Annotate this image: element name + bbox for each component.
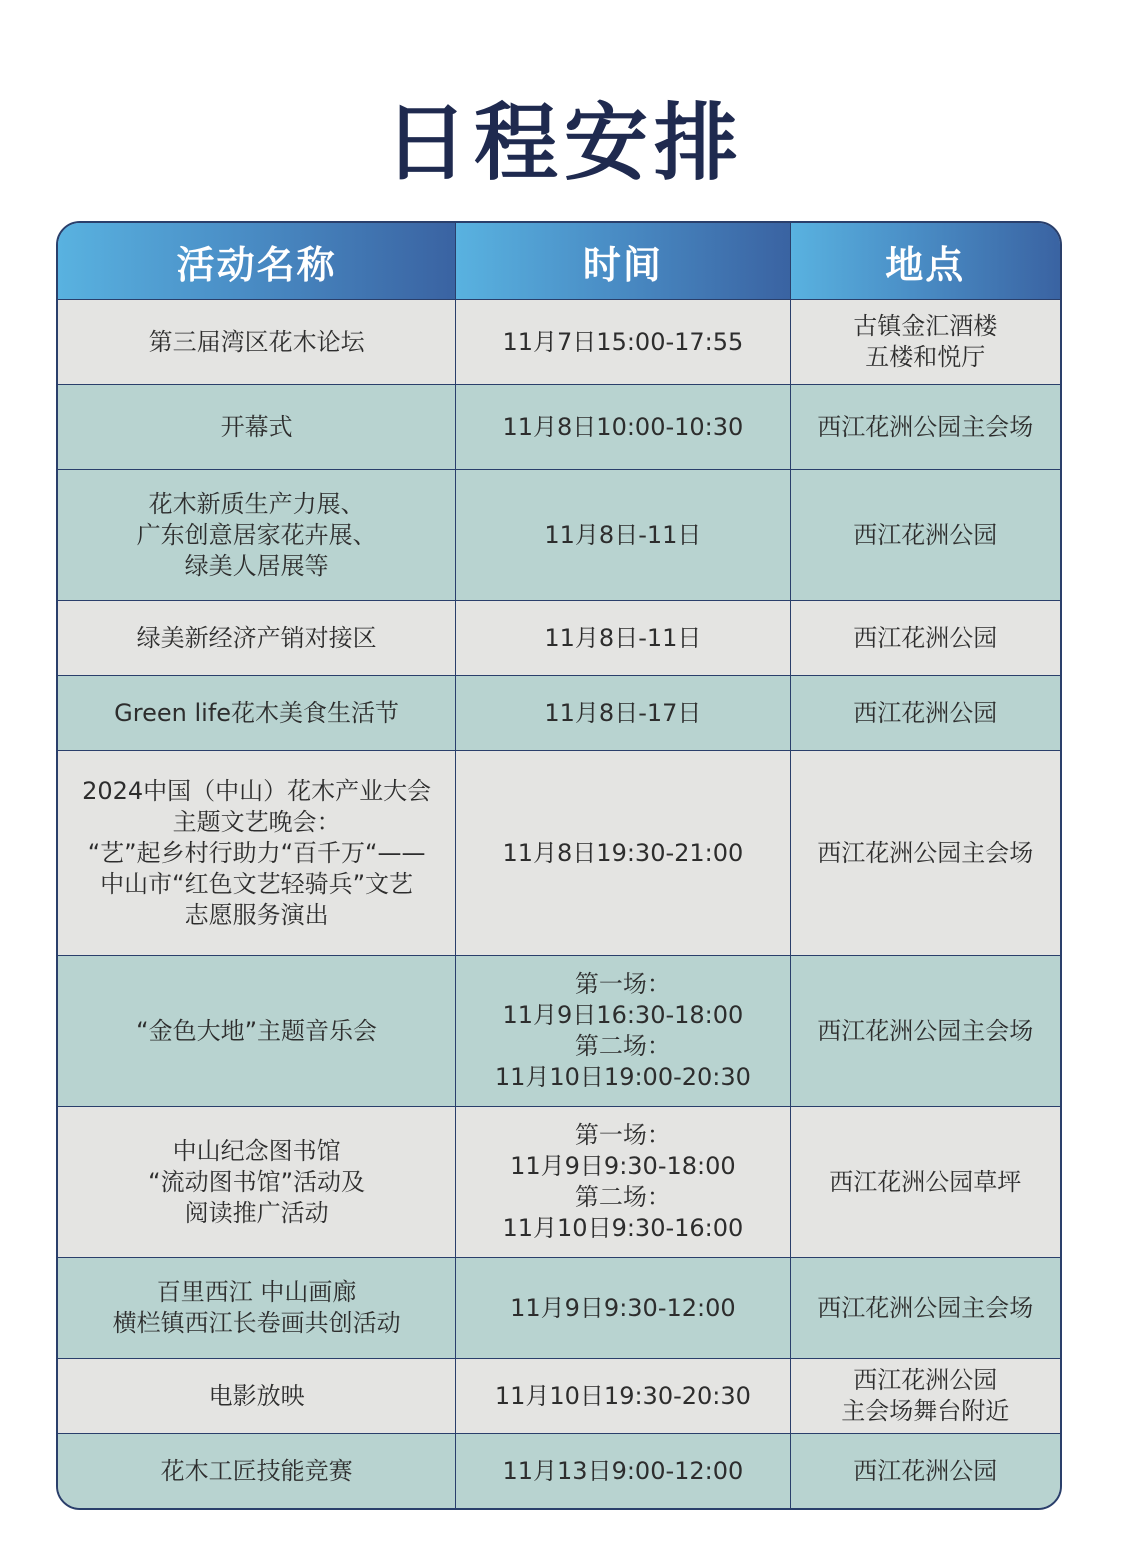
location-cell: 西江花洲公园草坪 [791, 1107, 1060, 1258]
location-cell: 西江花洲公园 [791, 470, 1060, 601]
activity-name-cell: 绿美新经济产销对接区 [58, 601, 456, 676]
activity-name-cell: 电影放映 [58, 1359, 456, 1434]
time-cell: 11月7日15:00-17:55 [456, 300, 790, 385]
location-cell: 西江花洲公园 主会场舞台附近 [791, 1359, 1060, 1434]
location-cell: 西江花洲公园 [791, 1434, 1060, 1508]
activity-name-cell: “金色大地”主题音乐会 [58, 956, 456, 1107]
time-cell: 11月8日-11日 [456, 470, 790, 601]
location-cell: 西江花洲公园 [791, 676, 1060, 751]
table-row [58, 601, 1060, 676]
table-row [58, 751, 1060, 956]
location-cell: 西江花洲公园 [791, 601, 1060, 676]
table-row [58, 676, 1060, 751]
table-row [58, 1258, 1060, 1359]
activity-name-cell: 中山纪念图书馆 “流动图书馆”活动及 阅读推广活动 [58, 1107, 456, 1258]
location-cell: 西江花洲公园主会场 [791, 956, 1060, 1107]
table-header-row [58, 223, 1060, 300]
activity-name-cell: Green life花木美食生活节 [58, 676, 456, 751]
table-row [58, 385, 1060, 470]
time-cell: 第一场： 11月9日16:30-18:00 第二场： 11月10日19:00-20:30 [456, 956, 790, 1107]
table-row [58, 300, 1060, 385]
activity-name-cell: 开幕式 [58, 385, 456, 470]
time-cell: 11月8日-11日 [456, 601, 790, 676]
time-cell: 11月13日9:00-12:00 [456, 1434, 790, 1508]
schedule-table [56, 221, 1062, 1510]
activity-name-cell: 百里西江 中山画廊 横栏镇西江长卷画共创活动 [58, 1258, 456, 1359]
time-cell: 11月8日-17日 [456, 676, 790, 751]
header-location: 地点 [791, 223, 1060, 300]
table-row [58, 470, 1060, 601]
time-cell: 11月10日19:30-20:30 [456, 1359, 790, 1434]
location-cell: 西江花洲公园主会场 [791, 751, 1060, 956]
table-row [58, 1434, 1060, 1508]
location-cell: 古镇金汇酒楼 五楼和悦厅 [791, 300, 1060, 385]
location-cell: 西江花洲公园主会场 [791, 385, 1060, 470]
activity-name-cell: 花木新质生产力展、 广东创意居家花卉展、 绿美人居展等 [58, 470, 456, 601]
table-row [58, 956, 1060, 1107]
activity-name-cell: 第三届湾区花木论坛 [58, 300, 456, 385]
time-cell: 11月8日10:00-10:30 [456, 385, 790, 470]
activity-name-cell: 2024中国（中山）花木产业大会 主题文艺晚会： “艺”起乡村行助力“百千万“—— 中山市“红色文艺轻骑兵”文艺 志愿服务演出 [58, 751, 456, 956]
time-cell: 11月9日9:30-12:00 [456, 1258, 790, 1359]
header-activity-name: 活动名称 [58, 223, 456, 300]
time-cell: 11月8日19:30-21:00 [456, 751, 790, 956]
location-cell: 西江花洲公园主会场 [791, 1258, 1060, 1359]
page-title: 日程安排 [383, 94, 744, 192]
header-time: 时间 [456, 223, 790, 300]
time-cell: 第一场： 11月9日9:30-18:00 第二场： 11月10日9:30-16:00 [456, 1107, 790, 1258]
table-row [58, 1107, 1060, 1258]
table-row [58, 1359, 1060, 1434]
activity-name-cell: 花木工匠技能竞赛 [58, 1434, 456, 1508]
